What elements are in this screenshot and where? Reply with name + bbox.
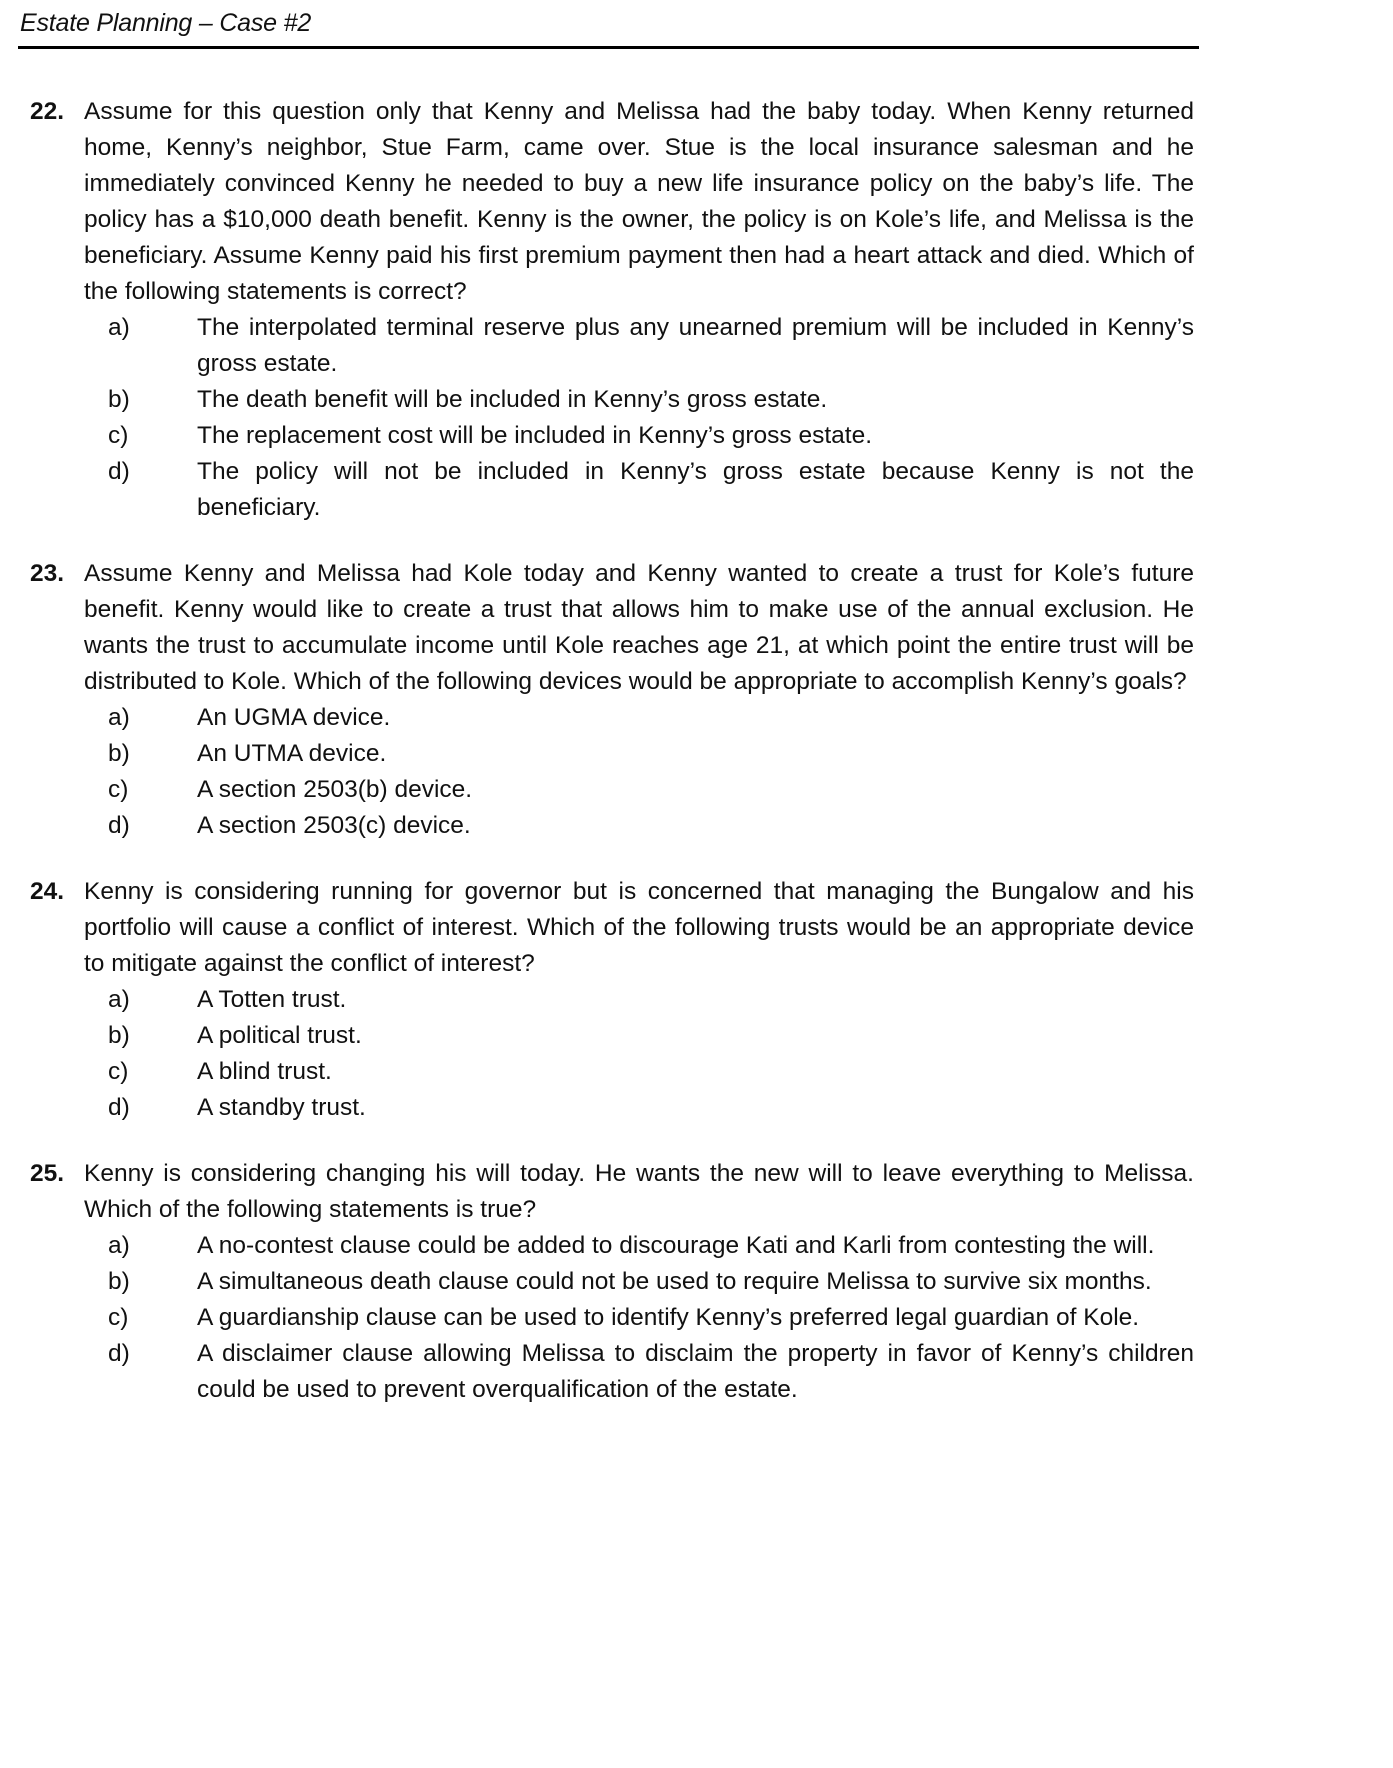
question-stem xyxy=(30,1156,1194,1228)
option-text: A disclaimer clause allowing Melissa to disclaim the property in favor of Kenny’s children could be used to prevent overqualification of the estate. xyxy=(197,1340,1194,1403)
option-text: A Totten trust. xyxy=(197,986,347,1013)
option-text: The replacement cost will be included in Kenny’s gross estate. xyxy=(197,422,873,449)
answer-option-a xyxy=(30,982,1194,1018)
answer-option-c xyxy=(30,772,1194,808)
question-25 xyxy=(30,1156,1194,1408)
option-letter: a) xyxy=(108,1232,130,1259)
option-text: A simultaneous death clause could not be used to require Melissa to survive six months. xyxy=(197,1268,1152,1295)
answer-option-a xyxy=(30,1228,1194,1264)
question-23 xyxy=(30,556,1194,844)
answer-option-d xyxy=(30,808,1194,844)
option-letter: a) xyxy=(108,986,130,1013)
answer-option-d xyxy=(30,454,1194,526)
option-text: An UGMA device. xyxy=(197,704,391,731)
option-text: The policy will not be included in Kenny’s gross estate because Kenny is not the beneficiary. xyxy=(197,458,1194,521)
option-text: The interpolated terminal reserve plus any unearned premium will be included in Kenny’s gross estate. xyxy=(197,314,1194,377)
answer-option-b xyxy=(30,1264,1194,1300)
question-number: 23. xyxy=(30,560,65,587)
option-text: A blind trust. xyxy=(197,1058,332,1085)
option-letter: d) xyxy=(108,1340,130,1367)
option-text: A section 2503(c) device. xyxy=(197,812,471,839)
option-letter: a) xyxy=(108,314,130,341)
question-text: Kenny is considering changing his will today. He wants the new will to leave everything to Melissa. Which of the following statements is true? xyxy=(84,1160,1194,1223)
option-letter: c) xyxy=(108,422,129,449)
option-text: An UTMA device. xyxy=(197,740,387,767)
question-number: 25. xyxy=(30,1160,65,1187)
question-stem xyxy=(30,94,1194,310)
answer-option-a xyxy=(30,310,1194,382)
option-letter: c) xyxy=(108,776,129,803)
question-number: 22. xyxy=(30,98,65,125)
option-text: A section 2503(b) device. xyxy=(197,776,473,803)
option-letter: b) xyxy=(108,740,130,767)
question-22 xyxy=(30,94,1194,526)
option-text: A no-contest clause could be added to discourage Kati and Karli from contesting the will. xyxy=(197,1232,1155,1259)
option-letter: b) xyxy=(108,386,130,413)
page-header-title: Estate Planning – Case #2 xyxy=(20,9,312,37)
question-number: 24. xyxy=(30,878,65,905)
answer-option-c xyxy=(30,418,1194,454)
answer-option-d xyxy=(30,1090,1194,1126)
option-letter: d) xyxy=(108,458,130,485)
question-text: Kenny is considering running for governor but is concerned that managing the Bungalow and his portfolio will cause a conflict of interest. Which of the following trusts would be an appropriate device to mitigate against the conflict of interest? xyxy=(84,878,1194,977)
answer-option-b xyxy=(30,1018,1194,1054)
question-stem xyxy=(30,556,1194,700)
option-letter: b) xyxy=(108,1022,130,1049)
option-letter: c) xyxy=(108,1058,129,1085)
answer-option-b xyxy=(30,736,1194,772)
answer-option-c xyxy=(30,1300,1194,1336)
option-text: A standby trust. xyxy=(197,1094,366,1121)
option-text: A guardianship clause can be used to identify Kenny’s preferred legal guardian of Kole. xyxy=(197,1304,1140,1331)
answer-option-c xyxy=(30,1054,1194,1090)
question-text: Assume for this question only that Kenny and Melissa had the baby today. When Kenny returned home, Kenny’s neighbor, Stue Farm, came over. Stue is the local insurance salesman and he immediately convinced Kenny he needed to buy a new life insurance policy on the baby’s life. The policy has a $10,000 death benefit. Kenny is the owner, the policy is on Kole’s life, and Melissa is the beneficiary. Assume Kenny paid his first premium payment then had a heart attack and died. Which of the following statements is correct? xyxy=(84,98,1194,305)
answer-option-d xyxy=(30,1336,1194,1408)
question-text: Assume Kenny and Melissa had Kole today and Kenny wanted to create a trust for Kole’s future benefit. Kenny would like to create a trust that allows him to make use of the annual exclusion. He wants the trust to accumulate income until Kole reaches age 21, at which point the entire trust will be distributed to Kole. Which of the following devices would be appropriate to accomplish Kenny’s goals? xyxy=(84,560,1194,695)
option-letter: d) xyxy=(108,1094,130,1121)
option-text: A political trust. xyxy=(197,1022,362,1049)
question-24 xyxy=(30,874,1194,1126)
option-letter: b) xyxy=(108,1268,130,1295)
answer-option-a xyxy=(30,700,1194,736)
question-stem xyxy=(30,874,1194,982)
option-letter: d) xyxy=(108,812,130,839)
header-divider xyxy=(18,46,1199,49)
option-text: The death benefit will be included in Kenny’s gross estate. xyxy=(197,386,828,413)
answer-option-b xyxy=(30,382,1194,418)
question-list xyxy=(30,94,1194,1438)
option-letter: c) xyxy=(108,1304,129,1331)
option-letter: a) xyxy=(108,704,130,731)
